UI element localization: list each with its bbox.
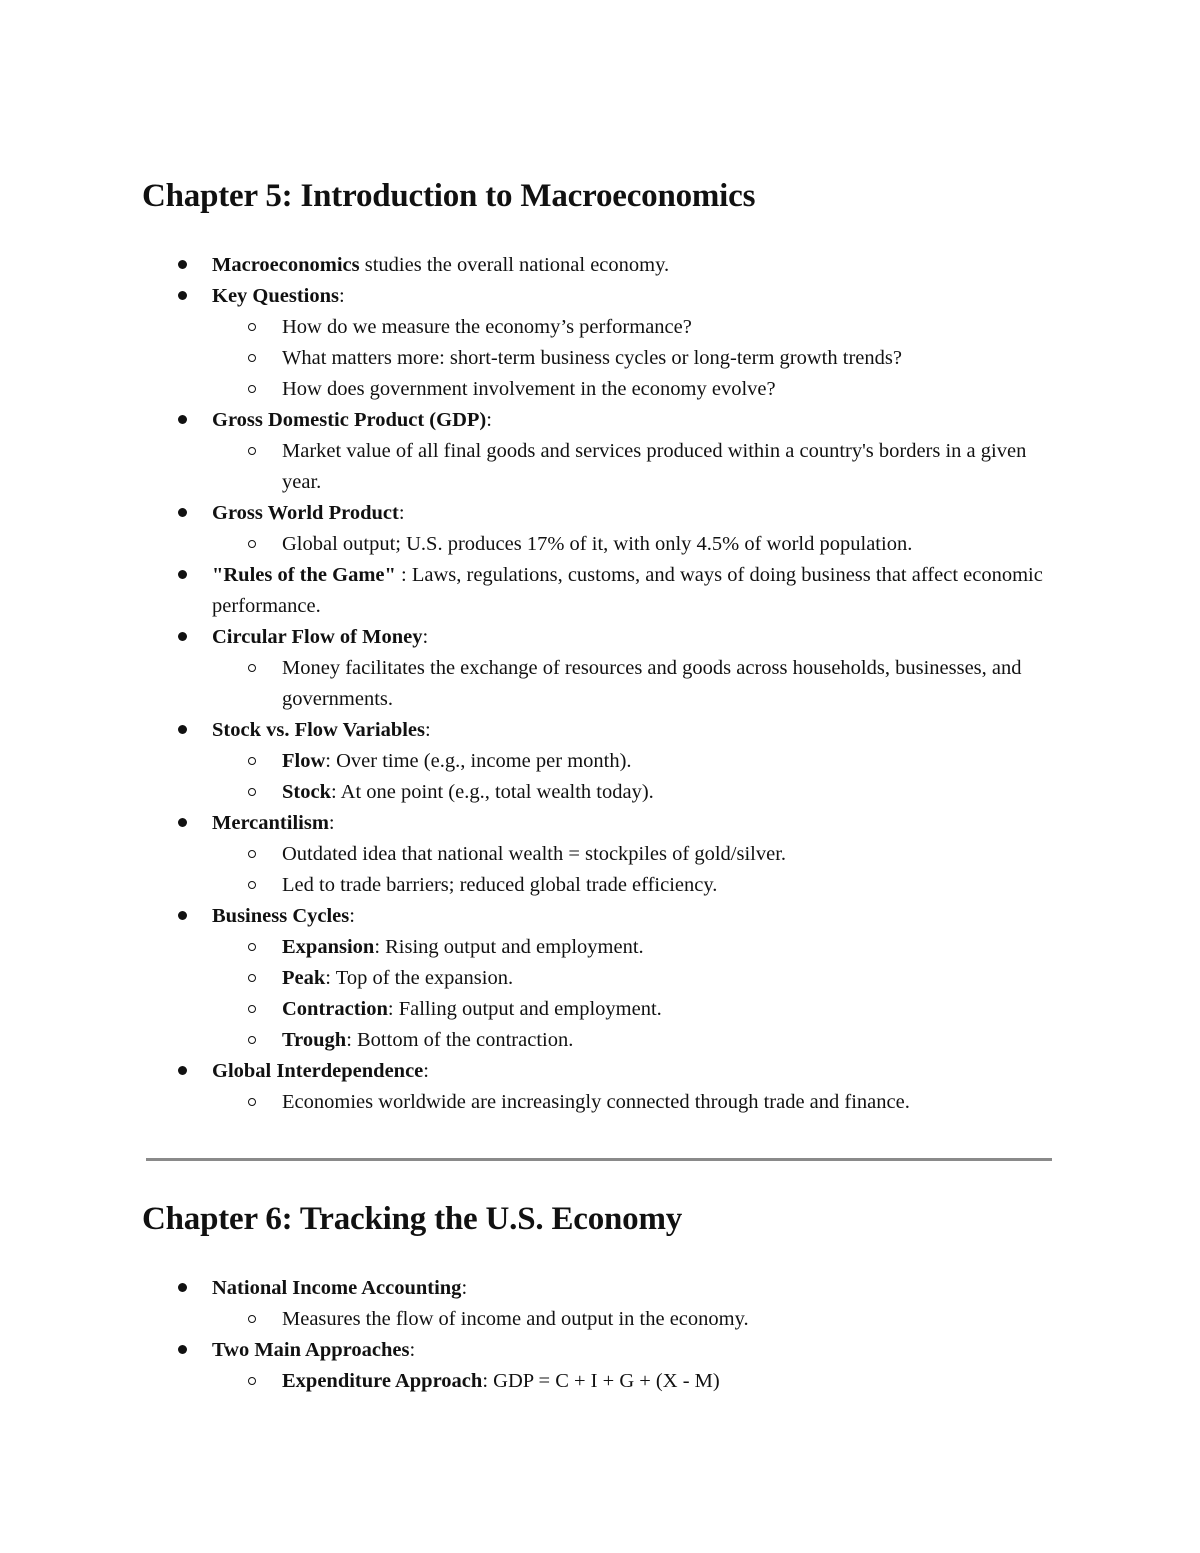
- sub-item-text: Market value of all final goods and services produced within a country's borders in a given year.: [282, 440, 1027, 493]
- sub-list: [212, 746, 1062, 808]
- sub-item-text: Global output; U.S. produces 17% of it, with only 4.5% of world population.: [282, 533, 913, 555]
- term-label: Mercantilism: [212, 812, 329, 834]
- bullet-circle-icon: [248, 1377, 256, 1385]
- term-label: Macroeconomics: [212, 254, 360, 276]
- sub-list: [212, 932, 1062, 1056]
- bullet-circle-icon: [248, 850, 256, 858]
- sub-item-text: : Top of the expansion.: [325, 967, 514, 989]
- item-text: :: [339, 285, 345, 307]
- term-label: Circular Flow of Money: [212, 626, 423, 648]
- sub-list: [212, 653, 1062, 715]
- bullet-circle-icon: [248, 385, 256, 393]
- sub-item-text: : Falling output and employment.: [387, 998, 662, 1020]
- sub-item-text: Economies worldwide are increasingly connected through trade and finance.: [282, 1091, 910, 1113]
- sub-list: [212, 1087, 1062, 1118]
- chapter-5-list: [142, 250, 1062, 1118]
- term-label: Business Cycles: [212, 905, 350, 927]
- chapter-6-list: [142, 1273, 1062, 1397]
- sub-list-item: [212, 343, 1062, 374]
- list-item: [142, 1056, 1062, 1118]
- sub-list-item: [212, 994, 1062, 1025]
- item-text: :: [422, 626, 429, 648]
- sub-list-item: [212, 653, 1062, 715]
- sub-list-item: [212, 870, 1062, 901]
- list-item: [142, 250, 1062, 281]
- item-text: :: [425, 719, 431, 741]
- bullet-circle-icon: [248, 757, 256, 765]
- bullet-disc-icon: [178, 508, 187, 517]
- sub-list-item: [212, 963, 1062, 994]
- sub-term-label: Stock: [282, 781, 331, 803]
- sub-item-text: : Bottom of the contraction.: [346, 1029, 574, 1051]
- sub-list-item: [212, 436, 1062, 498]
- term-label: Gross Domestic Product (GDP): [212, 409, 487, 431]
- sub-list: [212, 1304, 1062, 1335]
- bullet-disc-icon: [178, 1345, 187, 1354]
- item-text: :: [349, 905, 355, 927]
- sub-term-label: Peak: [282, 967, 326, 989]
- item-text: :: [398, 502, 405, 524]
- item-text: :: [409, 1339, 416, 1361]
- bullet-circle-icon: [248, 788, 256, 796]
- bullet-disc-icon: [178, 1283, 187, 1292]
- bullet-circle-icon: [248, 881, 256, 889]
- sub-list-item: [212, 932, 1062, 963]
- sub-item-text: Led to trade barriers; reduced global trade efficiency.: [282, 874, 718, 896]
- sub-term-label: Contraction: [282, 998, 388, 1020]
- chapter-5-title: Chapter 5: Introduction to Macroeconomics: [142, 178, 756, 214]
- sub-list-item: [212, 312, 1062, 343]
- sub-list-item: [212, 1087, 1062, 1118]
- term-label: Key Questions: [212, 285, 339, 307]
- list-item: [142, 622, 1062, 715]
- bullet-disc-icon: [178, 260, 187, 269]
- chapter-6-title: Chapter 6: Tracking the U.S. Economy: [142, 1201, 683, 1237]
- bullet-disc-icon: [178, 725, 187, 734]
- sub-item-text: Measures the flow of income and output in the economy.: [282, 1308, 749, 1330]
- list-item: [142, 1335, 1062, 1397]
- bullet-circle-icon: [248, 1036, 256, 1044]
- list-item: [142, 715, 1062, 808]
- item-text: :: [423, 1060, 429, 1082]
- term-label: Two Main Approaches: [212, 1339, 410, 1361]
- sub-term-label: Flow: [282, 750, 326, 772]
- bullet-disc-icon: [178, 291, 187, 300]
- sub-item-text: How do we measure the economy’s performance?: [282, 316, 692, 338]
- sub-list-item: [212, 777, 1062, 808]
- sub-list-item: [212, 1304, 1062, 1335]
- list-item: [142, 808, 1062, 901]
- bullet-circle-icon: [248, 540, 256, 548]
- bullet-disc-icon: [178, 911, 187, 920]
- bullet-circle-icon: [248, 974, 256, 982]
- item-text: :: [461, 1277, 468, 1299]
- term-label: Global Interdependence: [212, 1060, 424, 1082]
- sub-list: [212, 1366, 1062, 1397]
- item-text: studies the overall national economy.: [359, 254, 670, 276]
- sub-list-item: [212, 1366, 1062, 1397]
- bullet-disc-icon: [178, 818, 187, 827]
- sub-list-item: [212, 746, 1062, 777]
- bullet-disc-icon: [178, 570, 187, 579]
- list-item: [142, 498, 1062, 560]
- sub-item-text: Outdated idea that national wealth = stockpiles of gold/silver.: [282, 843, 787, 865]
- sub-list-item: [212, 839, 1062, 870]
- sub-list-item: [212, 529, 1062, 560]
- list-item: [142, 281, 1062, 405]
- list-item: [142, 405, 1062, 498]
- bullet-circle-icon: [248, 943, 256, 951]
- list-item: [142, 560, 1062, 622]
- bullet-disc-icon: [178, 632, 187, 641]
- item-text: :: [328, 812, 335, 834]
- sub-list: [212, 839, 1062, 901]
- sub-item-text: Money facilitates the exchange of resources and goods across households, businesses, and governments.: [282, 657, 1022, 710]
- sub-item-text: How does government involvement in the economy evolve?: [282, 378, 776, 400]
- item-text: : Laws, regulations, customs, and ways of doing business that affect economic performance.: [212, 564, 1043, 617]
- sub-item-text: : Over time (e.g., income per month).: [325, 750, 632, 772]
- bullet-circle-icon: [248, 1098, 256, 1106]
- sub-list-item: [212, 374, 1062, 405]
- term-label: Stock vs. Flow Variables: [212, 719, 425, 741]
- sub-item-text: : GDP = C + I + G + (X - M): [482, 1370, 720, 1392]
- term-label: National Income Accounting: [212, 1277, 462, 1299]
- sub-item-text: What matters more: short-term business cycles or long-term growth trends?: [282, 347, 902, 369]
- sub-list: [212, 529, 1062, 560]
- bullet-disc-icon: [178, 415, 187, 424]
- bullet-circle-icon: [248, 1005, 256, 1013]
- bullet-circle-icon: [248, 354, 256, 362]
- document-content: [142, 172, 1062, 1397]
- bullet-circle-icon: [248, 1315, 256, 1323]
- bullet-circle-icon: [248, 447, 256, 455]
- sub-item-text: : At one point (e.g., total wealth today).: [330, 781, 654, 803]
- sub-list: [212, 312, 1062, 405]
- list-item: [142, 901, 1062, 1056]
- sub-list: [212, 436, 1062, 498]
- sub-term-label: Trough: [282, 1029, 347, 1051]
- bullet-disc-icon: [178, 1066, 187, 1075]
- bullet-circle-icon: [248, 664, 256, 672]
- sub-term-label: Expenditure Approach: [282, 1370, 483, 1392]
- item-text: :: [486, 409, 492, 431]
- list-item: [142, 1273, 1062, 1335]
- sub-item-text: : Rising output and employment.: [374, 936, 644, 958]
- term-label: "Rules of the Game": [212, 564, 396, 586]
- term-label: Gross World Product: [212, 502, 399, 524]
- sub-term-label: Expansion: [282, 936, 375, 958]
- bullet-circle-icon: [248, 323, 256, 331]
- sub-list-item: [212, 1025, 1062, 1056]
